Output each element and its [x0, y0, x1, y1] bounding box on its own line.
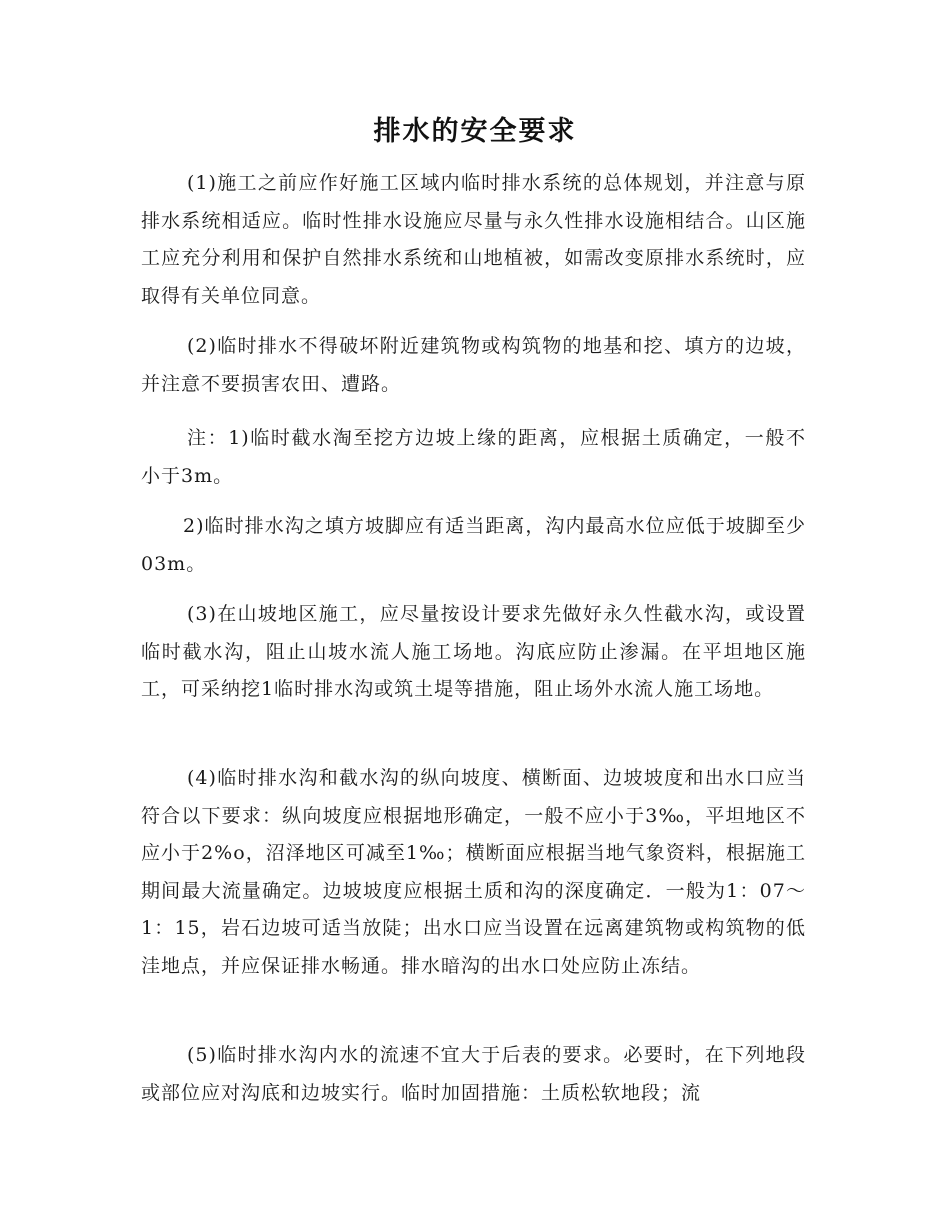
paragraph-1: (1)施工之前应作好施工区域内临时排水系统的总体规划，并注意与原排水系统相适应。临时性排水设施应尽量与永久性排水设施相结合。山区施工应充分利用和保护自然排水系统和山地植被，如需改变原排水系统时，应取得有关单位同意。	[141, 172, 806, 307]
paragraph-5: (5)临时排水沟内水的流速不宜大于后表的要求。必要时，在下列地段或部位应对沟底和边坡实行。临时加固措施：土质松软地段；流	[141, 1044, 806, 1104]
note-paragraph-2: 2)临时排水沟之填方坡脚应有适当距离，沟内最高水位应低于坡脚至少03m。	[141, 515, 806, 575]
paragraph-3: (3)在山坡地区施工，应尽量按设计要求先做好永久性截水沟，或设置临时截水沟，阻止山坡水流人施工场地。沟底应防止渗漏。在平坦地区施工，可采纳挖1临时排水沟或筑土堤等措施，阻止场外水流人施工场地。	[141, 603, 806, 700]
document-title: 排水的安全要求	[373, 116, 577, 147]
paragraph-4: (4)临时排水沟和截水沟的纵向坡度、横断面、边坡坡度和出水口应当符合以下要求：纵向坡度应根据地形确定，一般不应小于3‰，平坦地区不应小于2%o，沼泽地区可减至1‰；横断面应根据当地气象资料，根据施工期间最大流量确定。边坡坡度应根据土质和沟的深度确定．一般为1：07～1：15，岩石边坡可适当放陡；出水口应当设置在远离建筑物或构筑物的低洼地点，并应保证排水畅通。排水暗沟的出水口处应防止冻结。	[141, 767, 806, 977]
paragraph-2: (2)临时排水不得破坏附近建筑物或构筑物的地基和挖、填方的边坡，并注意不要损害农田、遭路。	[141, 335, 806, 395]
note-paragraph-1: 注：1)临时截水淘至挖方边坡上缘的距离，应根据土质确定，一般不小于3m。	[141, 427, 806, 487]
